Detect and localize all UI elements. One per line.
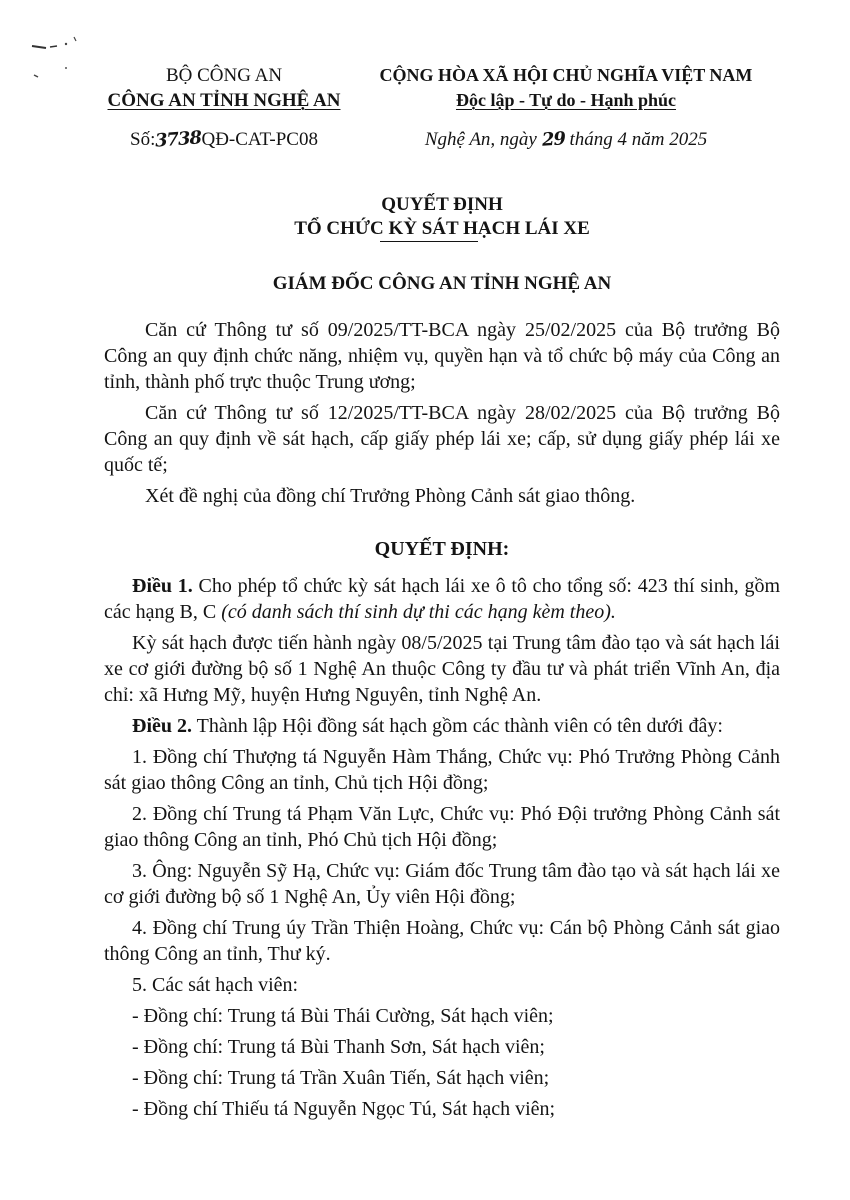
council-member: 3. Ông: Nguyễn Sỹ Hạ, Chức vụ: Giám đốc Trung tâm đào tạo và sát hạch lái xe cơ giới đường bộ số 1 Nghệ An, Ủy viên Hội đồng;	[104, 860, 780, 908]
issuing-agency-block	[74, 63, 374, 152]
examiner-item: - Đồng chí: Trung tá Trần Xuân Tiến, Sát hạch viên;	[132, 1067, 550, 1089]
issuing-authority: GIÁM ĐỐC CÔNG AN TỈNH NGHỆ AN	[272, 273, 612, 294]
article-2-text: Thành lập Hội đồng sát hạch gồm các thành viên có tên dưới đây:	[196, 715, 723, 737]
title-underline	[380, 241, 478, 242]
handwritten-date-day: 29	[540, 128, 566, 151]
article-1-schedule: Kỳ sát hạch được tiến hành ngày 08/5/2025 tại Trung tâm đào tạo và sát hạch lái xe cơ giới đường bộ số 1 Nghệ An thuộc Công ty đầu tư và phát triển Vĩnh An, địa chỉ: xã Hưng Mỹ, huyện Hưng Nguyên, tỉnh Nghệ An.	[104, 632, 780, 706]
handwritten-document-number: 3738	[154, 127, 203, 152]
examiner-item: - Đồng chí Thiếu tá Nguyễn Ngọc Tú, Sát hạch viên;	[132, 1098, 556, 1120]
article-1-label: Điều 1.	[132, 575, 193, 597]
document-number-suffix: QĐ-CAT-PC08	[201, 129, 318, 150]
decision-heading: QUYẾT ĐỊNH:	[374, 538, 510, 560]
date-suffix: tháng 4 năm 2025	[569, 129, 708, 150]
document-number-prefix: Số:	[130, 129, 156, 150]
issue-date	[346, 127, 786, 152]
article-1-text: Cho phép tổ chức kỳ sát hạch lái xe ô tô cho tổng số: 423 thí sinh, gồm các hạng B, C	[104, 575, 781, 623]
article-2-label: Điều 2.	[132, 715, 192, 737]
ministry-name: BỘ CÔNG AN	[165, 65, 283, 86]
document-number	[74, 127, 374, 152]
country-name: CỘNG HÒA XÃ HỘI CHỦ NGHĨA VIỆT NAM	[379, 65, 753, 85]
examiner-item: - Đồng chí: Trung tá Bùi Thanh Sơn, Sát hạch viên;	[132, 1036, 545, 1058]
article-1	[104, 573, 780, 625]
preamble-paragraph: Căn cứ Thông tư số 12/2025/TT-BCA ngày 28/02/2025 của Bộ trưởng Bộ Công an quy định về sát hạch, cấp giấy phép lái xe; cấp, sử dụng giấy phép lái xe quốc tế;	[104, 402, 780, 476]
document-subject: TỔ CHỨC KỲ SÁT HẠCH LÁI XE	[294, 218, 590, 239]
document-title	[104, 193, 780, 241]
national-header-block	[346, 63, 786, 152]
examiners-heading: 5. Các sát hạch viên:	[132, 974, 299, 996]
document-body	[104, 317, 780, 1127]
article-2	[104, 713, 780, 739]
preamble-paragraph: Xét đề nghị của đồng chí Trưởng Phòng Cảnh sát giao thông.	[145, 485, 636, 507]
preamble-paragraph: Căn cứ Thông tư số 09/2025/TT-BCA ngày 25/02/2025 của Bộ trưởng Bộ Công an quy định chức năng, nhiệm vụ, quyền hạn và tổ chức bộ máy của Công an tỉnh, thành phố trực thuộc Trung ương;	[104, 319, 780, 393]
council-member: 1. Đồng chí Thượng tá Nguyễn Hàm Thắng, Chức vụ: Phó Trưởng Phòng Cảnh sát giao thông Công an tỉnh, Chủ tịch Hội đồng;	[104, 746, 780, 794]
council-member: 4. Đồng chí Trung úy Trần Thiện Hoàng, Chức vụ: Cán bộ Phòng Cảnh sát giao thông Công an tỉnh, Thư ký.	[104, 917, 780, 965]
national-motto: Độc lập - Tự do - Hạnh phúc	[455, 90, 677, 110]
agency-name: CÔNG AN TỈNH NGHỆ AN	[107, 90, 341, 111]
article-1-note: (có danh sách thí sinh dự thi các hạng kèm theo).	[221, 601, 616, 623]
date-prefix: Nghệ An, ngày	[424, 129, 537, 150]
council-member: 2. Đồng chí Trung tá Phạm Văn Lực, Chức vụ: Phó Đội trưởng Phòng Cảnh sát giao thông Công an tỉnh, Phó Chủ tịch Hội đồng;	[104, 803, 780, 851]
examiner-item: - Đồng chí: Trung tá Bùi Thái Cường, Sát hạch viên;	[132, 1005, 554, 1027]
document-type: QUYẾT ĐỊNH	[381, 194, 503, 215]
